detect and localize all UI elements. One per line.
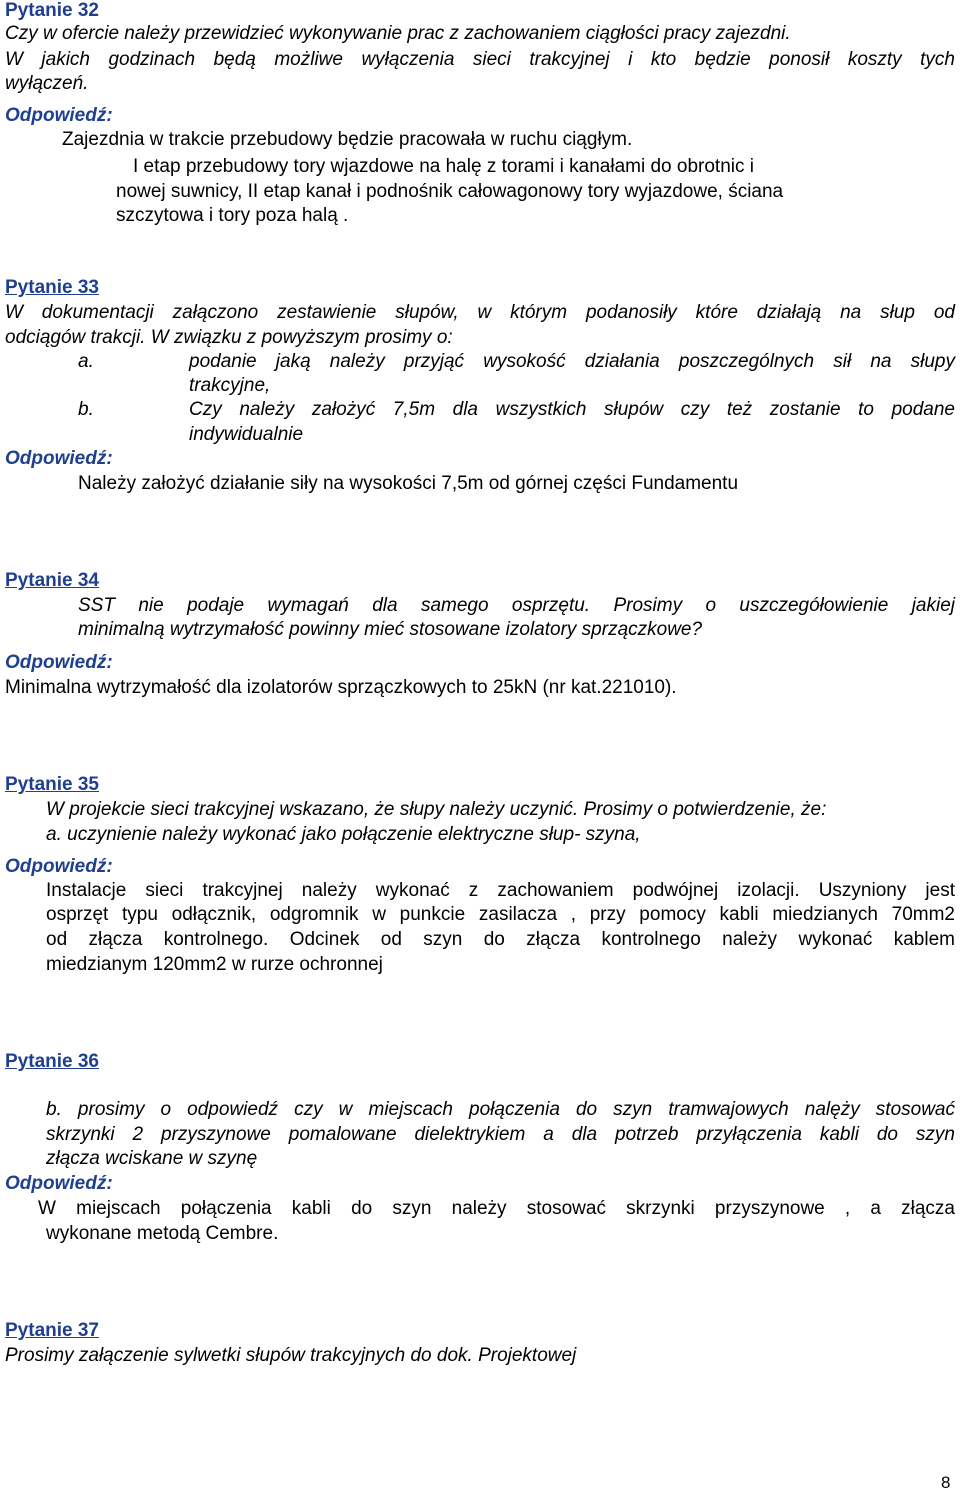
question-title: Pytanie 35 <box>5 774 99 795</box>
list-item-text: indywidualnie <box>189 424 304 445</box>
question-title: Pytanie 33 <box>5 277 99 298</box>
question-text: skrzynki 2 przyszynowe pomalowane dielektrykiem a dla potrzeb przyłączenia kabli do szyn <box>46 1124 955 1145</box>
answer-text: Minimalna wytrzymałość dla izolatorów sprzączkowych to 25kN (nr kat.221010). <box>5 677 677 698</box>
list-marker: b. <box>78 399 94 420</box>
answer-label: Odpowiedź: <box>5 652 113 673</box>
question-title: Pytanie 34 <box>5 570 99 591</box>
question-text: odciągów trakcji. W związku z powyższym prosimy o: <box>5 327 453 348</box>
page-number: 8 <box>941 1473 951 1492</box>
answer-text: I etap przebudowy tory wjazdowe na halę z torami i kanałami do obrotnic i <box>133 156 754 177</box>
question-text: Czy w ofercie należy przewidzieć wykonywanie prac z zachowaniem ciągłości pracy zajezdni. <box>5 23 791 44</box>
answer-text: Należy założyć działanie siły na wysokości 7,5m od górnej części Fundamentu <box>78 473 739 494</box>
question-text: W jakich godzinach będą możliwe wyłączenia sieci trakcyjnej i kto będzie ponosił koszty tych <box>5 49 955 70</box>
list-item-text: podanie jaką należy przyjąć wysokość działania poszczególnych sił na słupy <box>189 351 955 372</box>
list-marker: a. <box>78 351 94 372</box>
answer-text: Zajezdnia w trakcie przebudowy będzie pracowała w ruchu ciągłym. <box>62 129 633 150</box>
answer-label: Odpowiedź: <box>5 105 113 126</box>
answer-text: osprzęt typu odłącznik, odgromnik w punkcie zasilacza , przy pomocy kabli miedzianych 70mm2 <box>46 904 955 925</box>
answer-text: od złącza kontrolnego. Odcinek od szyn do złącza kontrolnego należy wykonać kablem <box>46 929 955 950</box>
question-text: SST nie podaje wymagań dla samego osprzętu. Prosimy o uszczegółowienie jakiej <box>78 595 955 616</box>
answer-text: miedzianym 120mm2 w rurze ochronnej <box>46 954 383 975</box>
question-text: W projekcie sieci trakcyjnej wskazano, że słupy należy uczynić. Prosimy o potwierdzenie, że: <box>46 799 827 820</box>
answer-text: szczytowa i tory poza halą . <box>116 205 349 226</box>
question-title: Pytanie 36 <box>5 1051 99 1072</box>
question-text: Prosimy załączenie sylwetki słupów trakcyjnych do dok. Projektowej <box>5 1345 577 1366</box>
answer-text: wykonane metodą Cembre. <box>46 1223 279 1244</box>
question-text: minimalną wytrzymałość powinny mieć stosowane izolatory sprzączkowe? <box>78 619 703 640</box>
question-text: b. prosimy o odpowiedź czy w miejscach połączenia do szyn tramwajowych nalęży stosować <box>46 1099 955 1120</box>
answer-label: Odpowiedź: <box>5 448 113 469</box>
question-text: wyłączeń. <box>5 73 89 94</box>
answer-label: Odpowiedź: <box>5 1173 113 1194</box>
list-item-text: trakcyjne, <box>189 375 271 396</box>
question-text: W dokumentacji załączono zestawienie słupów, w którym podanosiły które działają na słup od <box>5 302 955 323</box>
list-item-text: Czy należy założyć 7,5m dla wszystkich słupów czy też zostanie to podane <box>189 399 955 420</box>
question-title: Pytanie 37 <box>5 1320 99 1341</box>
question-text: złącza wciskane w szynę <box>46 1148 258 1169</box>
answer-text: nowej suwnicy, II etap kanał i podnośnik całowagonowy tory wyjazdowe, ściana <box>116 181 784 202</box>
question-text: a. uczynienie należy wykonać jako połączenie elektryczne słup- szyna, <box>46 824 641 845</box>
question-title: Pytanie 32 <box>5 0 99 21</box>
answer-text: Instalacje sieci trakcyjnej należy wykonać z zachowaniem podwójnej izolacji. Uszyniony jest <box>46 880 955 901</box>
answer-text: W miejscach połączenia kabli do szyn należy stosować skrzynki przyszynowe , a złącza <box>38 1198 955 1219</box>
answer-label: Odpowiedź: <box>5 856 113 877</box>
